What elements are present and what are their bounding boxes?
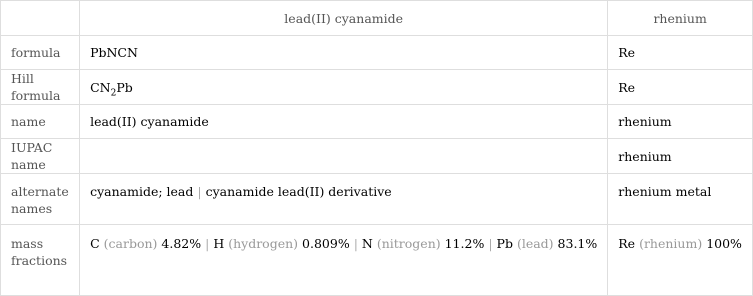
lead-alternate-names	[80, 174, 608, 225]
table-row	[1, 36, 753, 70]
row-label-iupac-name: IUPAC name	[1, 139, 80, 174]
corner-cell	[1, 1, 80, 36]
column-header-rhenium: rhenium	[608, 1, 753, 36]
header-row	[1, 1, 753, 36]
row-label-mass-fractions: mass fractions	[1, 225, 80, 296]
lead-formula: PbNCN	[80, 36, 608, 70]
rhenium-iupac-name: rhenium	[608, 139, 753, 174]
separator: |	[205, 236, 210, 251]
hill-formula-part: Pb	[116, 79, 133, 95]
alternate-name: cyanamide lead(II) derivative	[205, 184, 392, 199]
rhenium-mass-fractions	[608, 225, 753, 296]
table-row	[1, 70, 753, 105]
row-label-name: name	[1, 105, 80, 139]
lead-hill-formula	[80, 70, 608, 105]
lead-name: lead(II) cyanamide	[80, 105, 608, 139]
mass-fraction-hydrogen: H (hydrogen) 0.809%	[213, 236, 350, 251]
mass-fraction-lead: Pb (lead) 83.1%	[496, 236, 598, 251]
mass-fraction-carbon: C (carbon) 4.82%	[90, 236, 202, 251]
row-label-formula: formula	[1, 36, 80, 70]
column-header-lead-cyanamide: lead(II) cyanamide	[80, 1, 608, 36]
mass-fraction-nitrogen: N (nitrogen) 11.2%	[361, 236, 485, 251]
alternate-name: cyanamide; lead	[90, 184, 194, 199]
separator: |	[197, 184, 202, 199]
table-row	[1, 225, 753, 296]
lead-mass-fractions	[80, 225, 608, 296]
mass-fraction-rhenium: Re (rhenium) 100%	[618, 236, 742, 251]
hill-formula-part: CN	[90, 79, 111, 95]
rhenium-name: rhenium	[608, 105, 753, 139]
row-label-alternate-names: alternate names	[1, 174, 80, 225]
row-label-hill-formula: Hill formula	[1, 70, 80, 105]
rhenium-hill-formula: Re	[608, 70, 753, 105]
rhenium-formula: Re	[608, 36, 753, 70]
lead-iupac-name	[80, 139, 608, 174]
table-row	[1, 174, 753, 225]
rhenium-alternate-names: rhenium metal	[608, 174, 753, 225]
hill-formula-subscript: 2	[110, 88, 117, 98]
separator: |	[488, 236, 493, 251]
table-row	[1, 139, 753, 174]
separator: |	[353, 236, 358, 251]
table-row	[1, 105, 753, 139]
